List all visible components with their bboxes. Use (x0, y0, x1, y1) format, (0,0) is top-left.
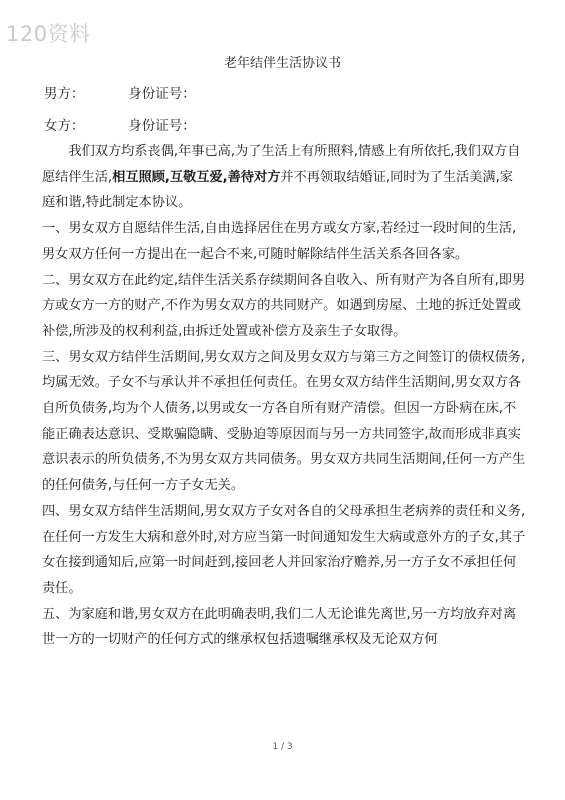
intro-text-2: 并不再领取结婚证,同时为了生活美满,家庭和谐,特此制定本协议。 (42, 169, 513, 211)
clause-2: 二、男女双方在此约定,结伴生活关系存续期间各自收入、所有财产为各自所有,即男方或女方一方的财产,不作为男女双方的共同财产。如遇到房屋、土地的拆迁处置或补偿,所涉及的权利利益,由拆迁处置或补偿方及亲生子女取得。 (42, 272, 526, 339)
male-id-label: 身份证号： (128, 86, 196, 102)
intro-text-1: 我们双方均系丧偶,年事已高,为了生活上有所照料,情感上有所依托,我们双方自愿结伴生活, (42, 144, 521, 185)
female-party-field (44, 114, 196, 134)
clause-3: 三、男女双方结伴生活期间,男女双方之间及男女双方与第三方之间签订的债权债务,均属无效。子女不与承认并不承担任何责任。在男女双方结伴生活期间,男女双方各自所负债务,均为个人债务,以男或女一方各自所有财产清偿。但因一方卧病在床,不能正确表达意识、受欺骗隐瞒、受胁迫等原因而与另一方共同签字,故而形成非真实意识表示的所负债务,不为男女双方共同债务。男女双方共同生活期间,任何一方产生的任何债务,与任何一方子女无关。 (42, 349, 526, 494)
clause-1: 一、男女双方自愿结伴生活,自由选择居住在男方或女方家,若经过一段时间的生活,男女双方任何一方提出在一起合不来,可随时解除结伴生活关系各回各家。 (42, 221, 517, 262)
female-label: 女方： (44, 118, 85, 134)
document-title: 老年结伴生活协议书 (223, 56, 341, 71)
intro-paragraph (42, 139, 526, 216)
page-number: 1 / 3 (272, 742, 293, 752)
clause-5: 五、为家庭和谐,男女双方在此明确表明,我们二人无论谁先离世,另一方均放弃对离世一方的一切财产的任何方式的继承权包括遗嘱继承权及无论双方何 (42, 606, 517, 648)
male-label: 男方： (44, 86, 85, 102)
clause-4: 四、男女双方结伴生活期间,男女双方子女对各自的父母承担生老病养的责任和义务,在任何一方发生大病和意外时,对方应当第一时间通知发生大病或意外方的子女,其子女在接到通知后,应第一时间赶到,接回老人并回家治疗赡养,另一方子女不承担任何责任。 (42, 503, 526, 596)
male-party-field (44, 82, 196, 102)
intro-bold-text: 相互照顾,互敬互爱,善待对方 (112, 169, 281, 185)
agreement-body (42, 139, 526, 653)
female-id-label: 身份证号： (128, 118, 196, 134)
watermark-logo: 120资料 (6, 22, 91, 46)
